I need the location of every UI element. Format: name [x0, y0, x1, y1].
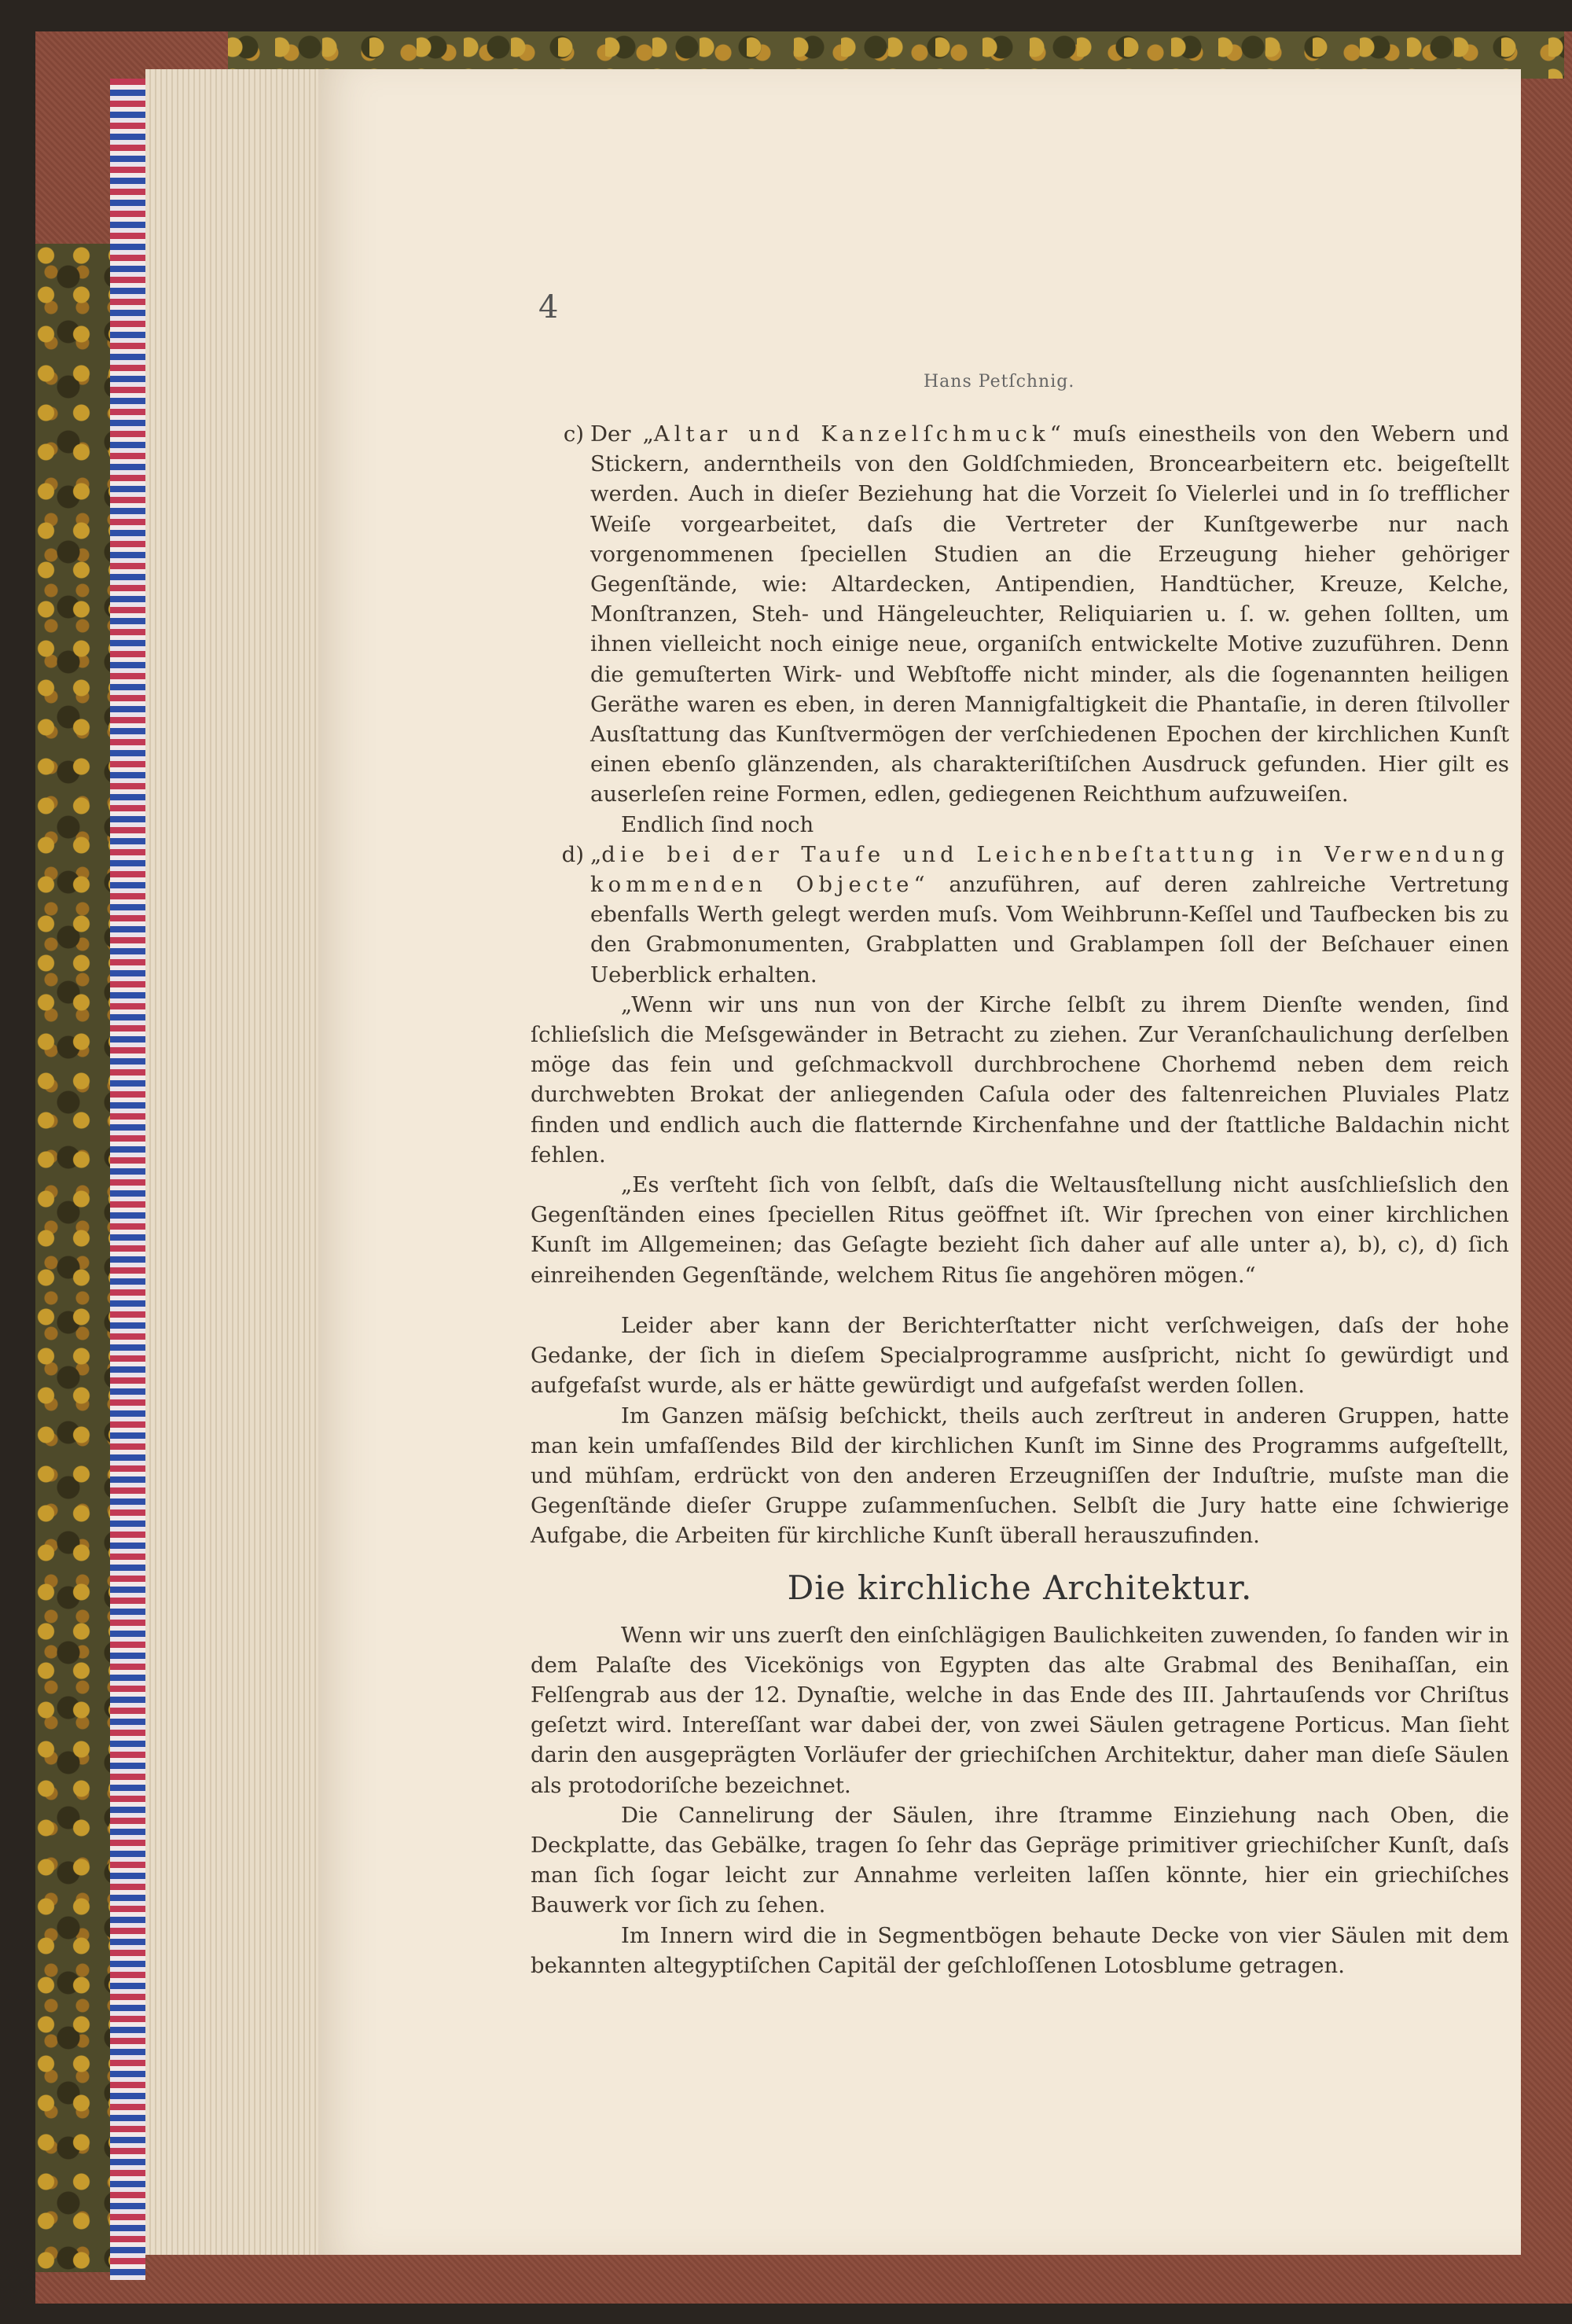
running-head: Hans Petſchnig. [924, 372, 1075, 392]
item-d-spaced-title: die bei der Taufe und Leichenbeſtattung in Verwendung kommenden Objecte [590, 841, 1509, 898]
item-c-lead: Der „ [590, 421, 654, 447]
item-d-text [590, 840, 1509, 990]
item-c-spaced-title: Altar und Kanzelſchmuck [653, 421, 1050, 447]
report-paragraph: Leider aber kann der Berichterſtatter nicht verſchweigen, daſs der hohe Gedanke, der ſich in dieſem Specialprogramme ausſpricht, nicht ſo gewürdigt und aufgefaſst wurde, als er hätte gewürdigt und aufgefaſst werden ſollen. [531, 1312, 1509, 1399]
book-headband [110, 79, 145, 2280]
list-item-c [531, 419, 1509, 810]
section-heading: Die kirchliche Architektur. [787, 1568, 1253, 1607]
architecture-paragraph: Im Innern wird die in Segmentbögen behaute Decke von vier Säulen mit dem bekannten altegyptiſchen Capitäl der geſchloſſenen Lotosblume getragen. [531, 1922, 1509, 1978]
architecture-paragraph: Wenn wir uns zuerſt den einſchlägigen Baulichkeiten zuwenden, ſo fanden wir in dem Palaſte des Vicekönigs von Egypten das alte Grabmal des Benihaſſan, ein Felſengrab aus der 12. Dynaſtie, welche in das Ende des III. Jahrtauſends vor Chriſtus geſetzt wird. Intereſſant war dabei der, von zwei Säulen getragene Porticus. Man ſieht darin den ausgeprägten Vorläufer der griechiſchen Architektur, daher man dieſe Säulen als protodoriſche bezeichnet. [531, 1622, 1509, 1798]
item-c-text [590, 419, 1509, 810]
item-c-body: “ muſs einestheils von den Webern und Stickern, anderntheils von den Goldſchmieden, Broncearbeitern etc. beigeſtellt werden. Auch in dieſer Beziehung hat die Vorzeit ſo Vielerlei und in ſo trefflicher Weiſe vorgearbeitet, daſs die Vertreter der Kunſtgewerbe nur nach vorgenommenen ſpeciellen Studien an die Erzeugung hieher gehöriger Gegenſtände, wie: Altardecken, Antipendien, Handtücher, Kreuze, Kelche, Monſtranzen, Steh- und Hängeleuchter, Reliquiarien u. ſ. w. gehen ſollten, um ihnen vielleicht noch einige neue, organiſch entwickelte Motive zuzuführen. Denn die gemuſterten Wirk- und Webſtoffe nicht minder, als die ſogenannten heiligen Geräthe waren es eben, in deren Mannigfaltigkeit die Phantaſie, in deren ſtilvoller Ausſtattung das Kunſtvermögen der verſchiedenen Epochen der kirchlichen Kunſt einen ebenſo glänzenden, als charakteriſtiſchen Ausdruck gefunden. Hier gilt es auserleſen reine Formen, edlen, gediegenen Reichthum aufzuweiſen. [590, 421, 1509, 807]
body-text [531, 419, 1509, 1980]
quote-paragraph: „Es verſteht ſich von ſelbſt, daſs die Weltausſtellung nicht ausſchlieſslich den Gegenſtänden eines ſpeciellen Ritus geöffnet iſt. Wir ſprechen von einer kirchlichen Kunſt im Allgemeinen; das Geſagte bezieht ſich daher auf alle unter a), b), c), d) ſich einreihenden Gegenſtände, welchem Ritus ſie angehören mögen.“ [531, 1172, 1509, 1288]
endlich-line: Endlich ſind noch [621, 811, 814, 837]
list-item-d [531, 840, 1509, 990]
item-label-c: c) [563, 421, 584, 447]
quote-paragraph: „Wenn wir uns nun von der Kirche ſelbſt zu ihrem Dienſte wenden, ſind ſchlieſslich die Meſsgewänder in Betracht zu ziehen. Zur Veranſchaulichung derſelben möge das fein und geſchmackvoll durchbrochene Chorhemd neben dem reich durchwebten Brokat der anliegenden Caſula oder des faltenreichen Pluviales Platz finden und endlich auch die flatternde Kirchenfahne und der ſtattliche Baldachin nicht fehlen. [531, 991, 1509, 1168]
item-d-body: “ anzuführen, auf deren zahlreiche Vertretung ebenfalls Werth gelegt werden muſs. Vom Weihbrunn-Keſſel und Taufbecken bis zu den Grabmonumenten, Grabplatten und Grablampen ſoll der Beſchauer einen Ueberblick erhalten. [590, 872, 1509, 987]
paragraph-gap [531, 1290, 1509, 1311]
book-page [318, 69, 1521, 2255]
item-label-d: d) [561, 841, 584, 867]
item-d-lead: „ [590, 841, 602, 867]
page-stack-edges [145, 69, 320, 2255]
architecture-paragraph: Die Cannelirung der Säulen, ihre ſtramme Einziehung nach Oben, die Deckplatte, das Gebälke, tragen ſo ſehr das Gepräge primitiver griechiſcher Kunſt, daſs man ſich ſogar leicht zur Annahme verleiten laſſen könnte, hier ein griechiſches Bauwerk vor ſich zu ſehen. [531, 1802, 1509, 1918]
report-paragraph: Im Ganzen mäſsig beſchickt, theils auch zerſtreut in anderen Gruppen, hatte man kein umfaſſendes Bild der kirchlichen Kunſt im Sinne des Programms aufgeſtellt, und mühſam, erdrückt von den anderen Erzeugniſſen der Induſtrie, muſste man die Gegenſtände dieſer Gruppe zuſammenſuchen. Selbſt die Jury hatte eine ſchwierige Aufgabe, die Arbeiten für kirchliche Kunſt überall herauszufinden. [531, 1403, 1509, 1549]
page-number: 4 [538, 289, 559, 325]
marbled-edge-side [35, 244, 114, 2272]
